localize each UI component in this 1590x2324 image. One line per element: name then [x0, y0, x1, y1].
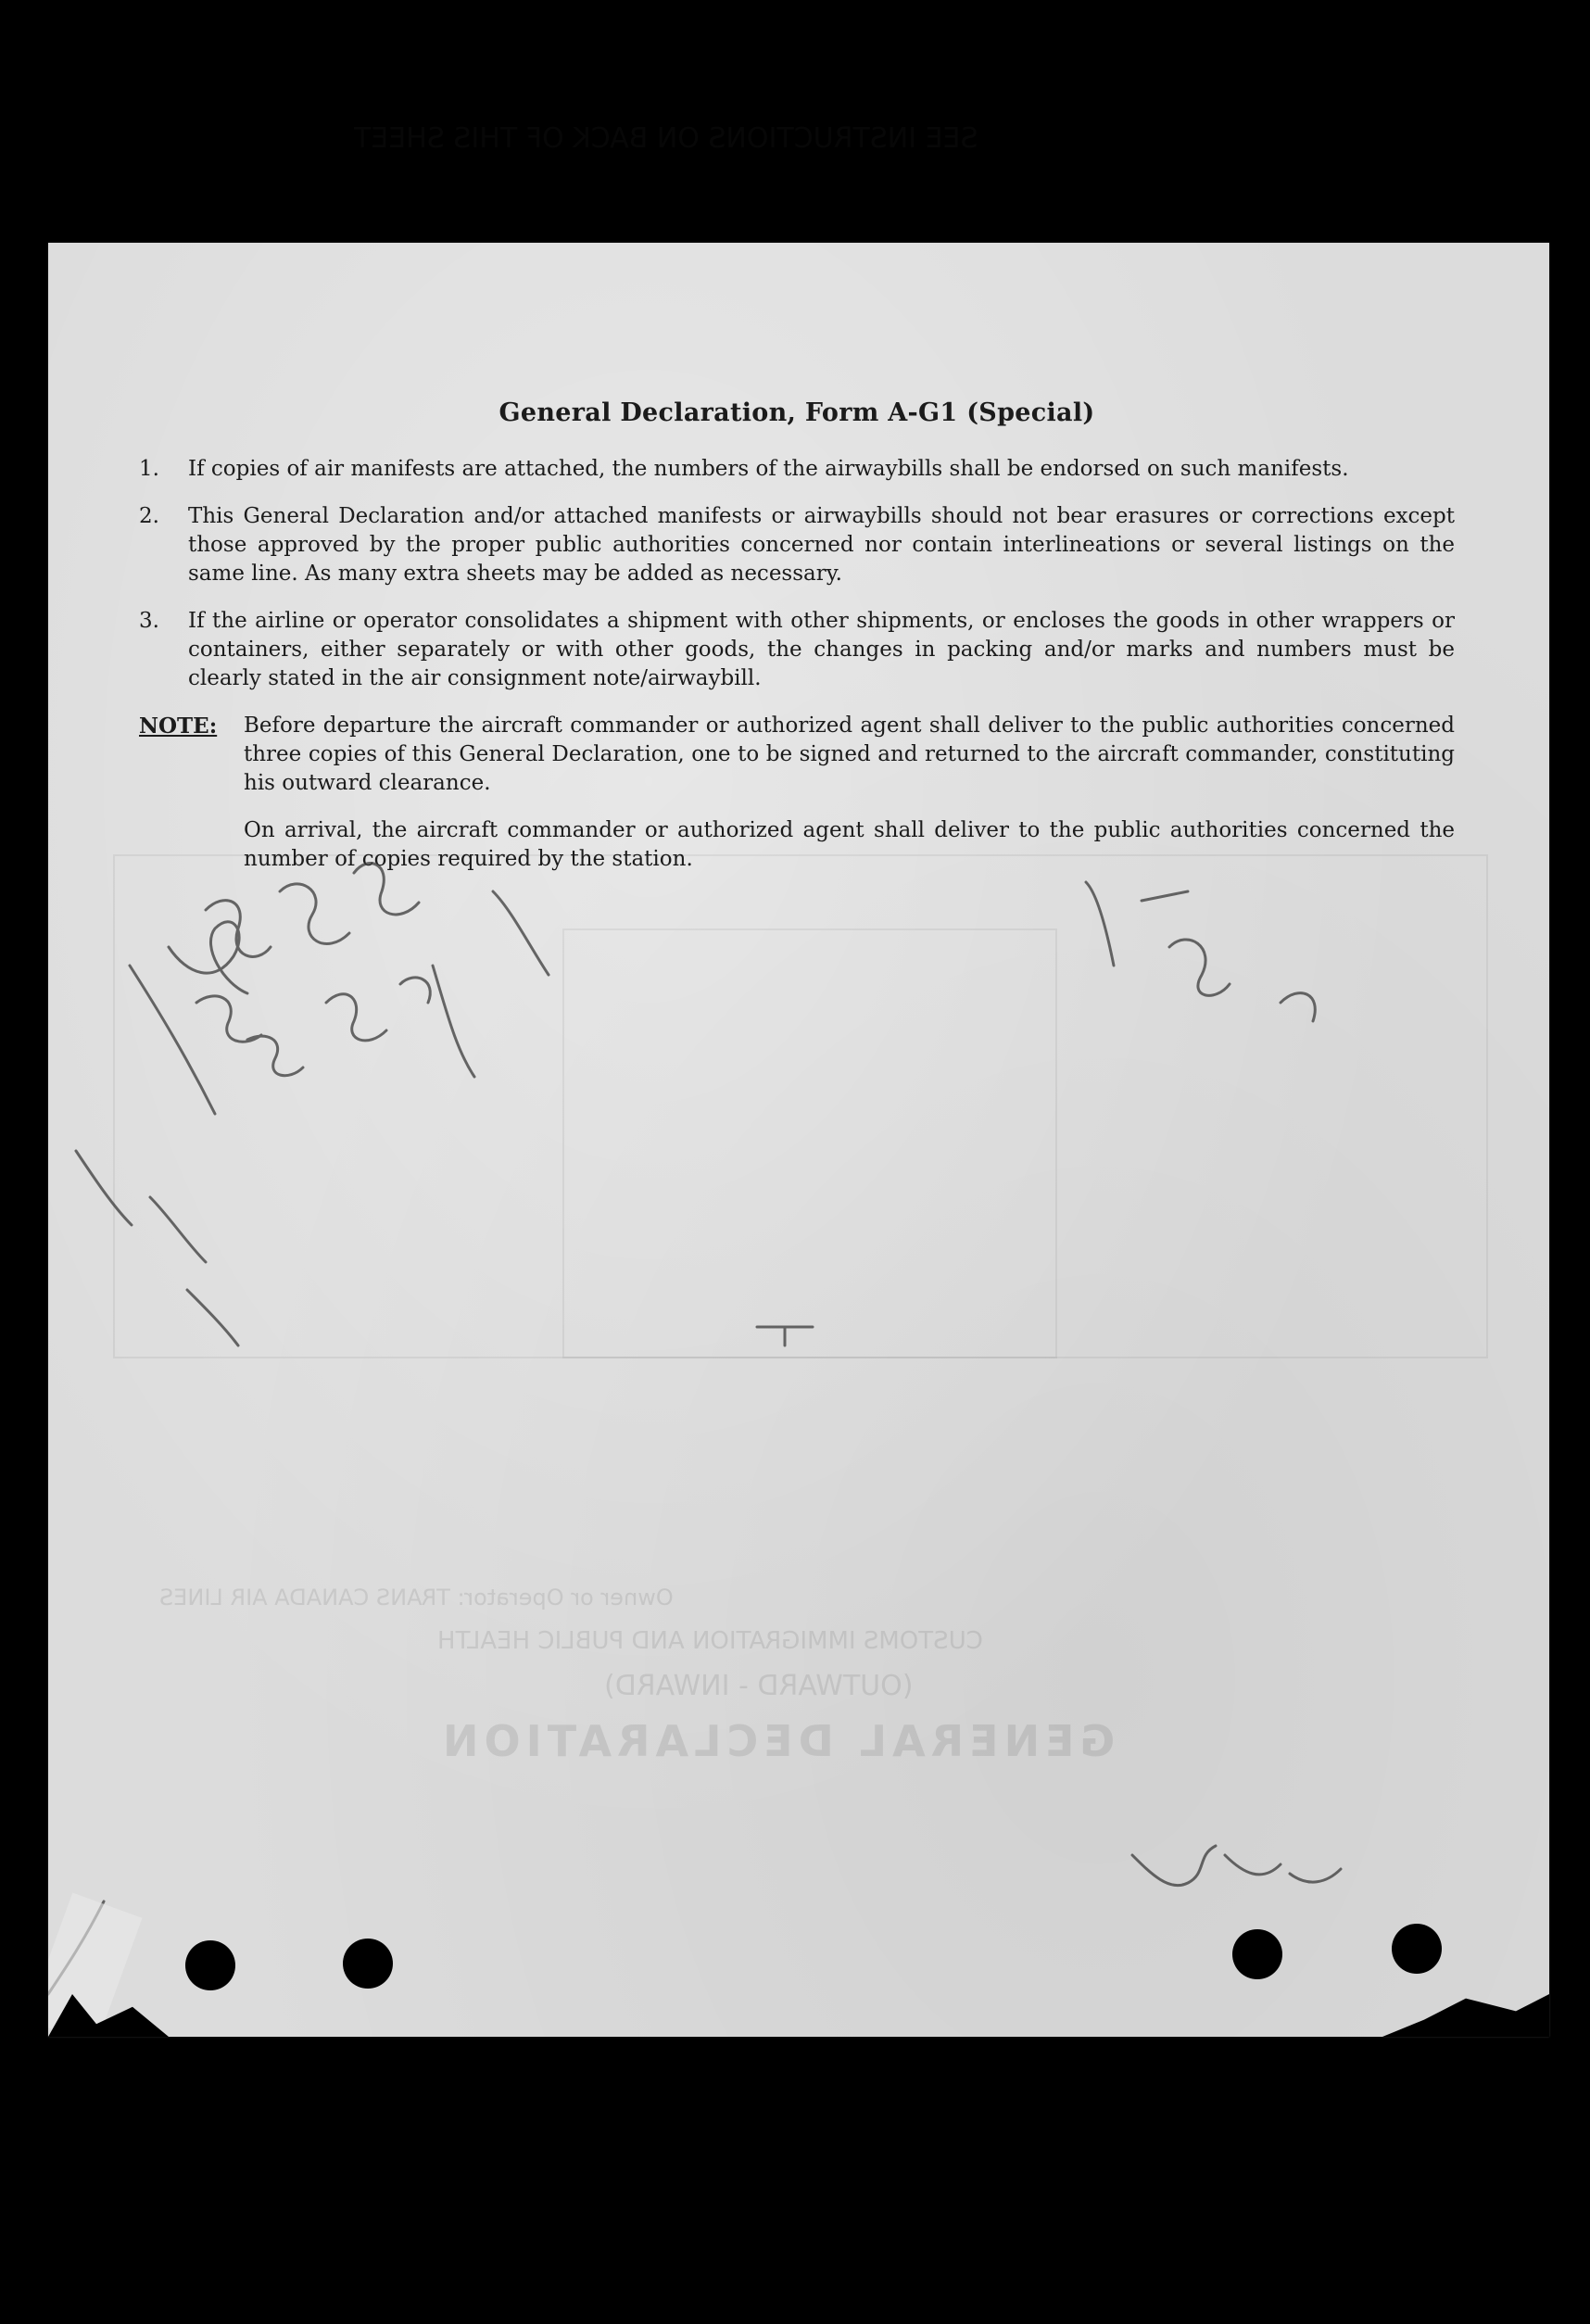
page-title: General Declaration, Form A-G1 (Special)	[498, 398, 1095, 427]
bleed-through-line: CUSTOMS IMMIGRATION AND PUBLIC HEALTH	[437, 1627, 983, 1655]
note-paragraph: On arrival, the aircraft commander or authorized agent shall deliver to the public authorities concerned the number of copies required by the station.	[244, 818, 1455, 871]
punch-hole	[1392, 1924, 1442, 1974]
note-label: NOTE:	[139, 714, 218, 739]
torn-edge	[1382, 1994, 1549, 2037]
bleed-through-heading: GENERAL DECLARATION	[437, 1716, 1116, 1766]
note-paragraph: Before departure the aircraft commander or authorized agent shall deliver to the public authorities concerned three copies of this General Declaration, one to be signed and returned to the aircraft commander, constituting his outward clearance.	[244, 714, 1455, 795]
note-body	[244, 712, 1455, 892]
instruction-number: 2.	[139, 504, 159, 528]
bleed-through-line: SEE INSTRUCTIONS ON BACK OF THIS SHEET	[354, 122, 978, 155]
instruction-number: 3.	[139, 609, 159, 633]
instruction-text: If copies of air manifests are attached, the numbers of the airwaybills shall be endorsed on such manifests.	[188, 457, 1349, 481]
instruction-text: If the airline or operator consolidates a shipment with other shipments, or encloses the goods in other wrappers or containers, either separately or with other goods, the changes in packing and/or marks and numbers must be clearly stated in the air consignment note/airwaybill.	[188, 609, 1455, 690]
bleed-through-line: Owner or Operator: TRANS CANADA AIR LINES	[159, 1585, 674, 1610]
instruction-item	[139, 455, 1455, 484]
document-page	[48, 122, 1549, 2037]
instruction-number: 1.	[139, 457, 159, 481]
punch-hole	[185, 1940, 235, 1990]
declaration-instructions	[139, 398, 1455, 892]
instruction-text: This General Declaration and/or attached manifests or airwaybills should not bear erasures or corrections except those approved by the proper public authorities concerned nor contain interlineations or several listings on the same line. As many extra sheets may be added as necessary.	[188, 504, 1455, 586]
punch-hole	[343, 1939, 393, 1989]
instruction-item	[139, 502, 1455, 588]
note-section	[139, 712, 1455, 892]
punch-hole	[1232, 1929, 1282, 1979]
bleed-through-box	[562, 928, 1057, 1358]
torn-edge	[48, 1994, 169, 2037]
instruction-item	[139, 607, 1455, 693]
bleed-through-subheading: (OUTWARD - INWARD)	[604, 1670, 914, 1702]
